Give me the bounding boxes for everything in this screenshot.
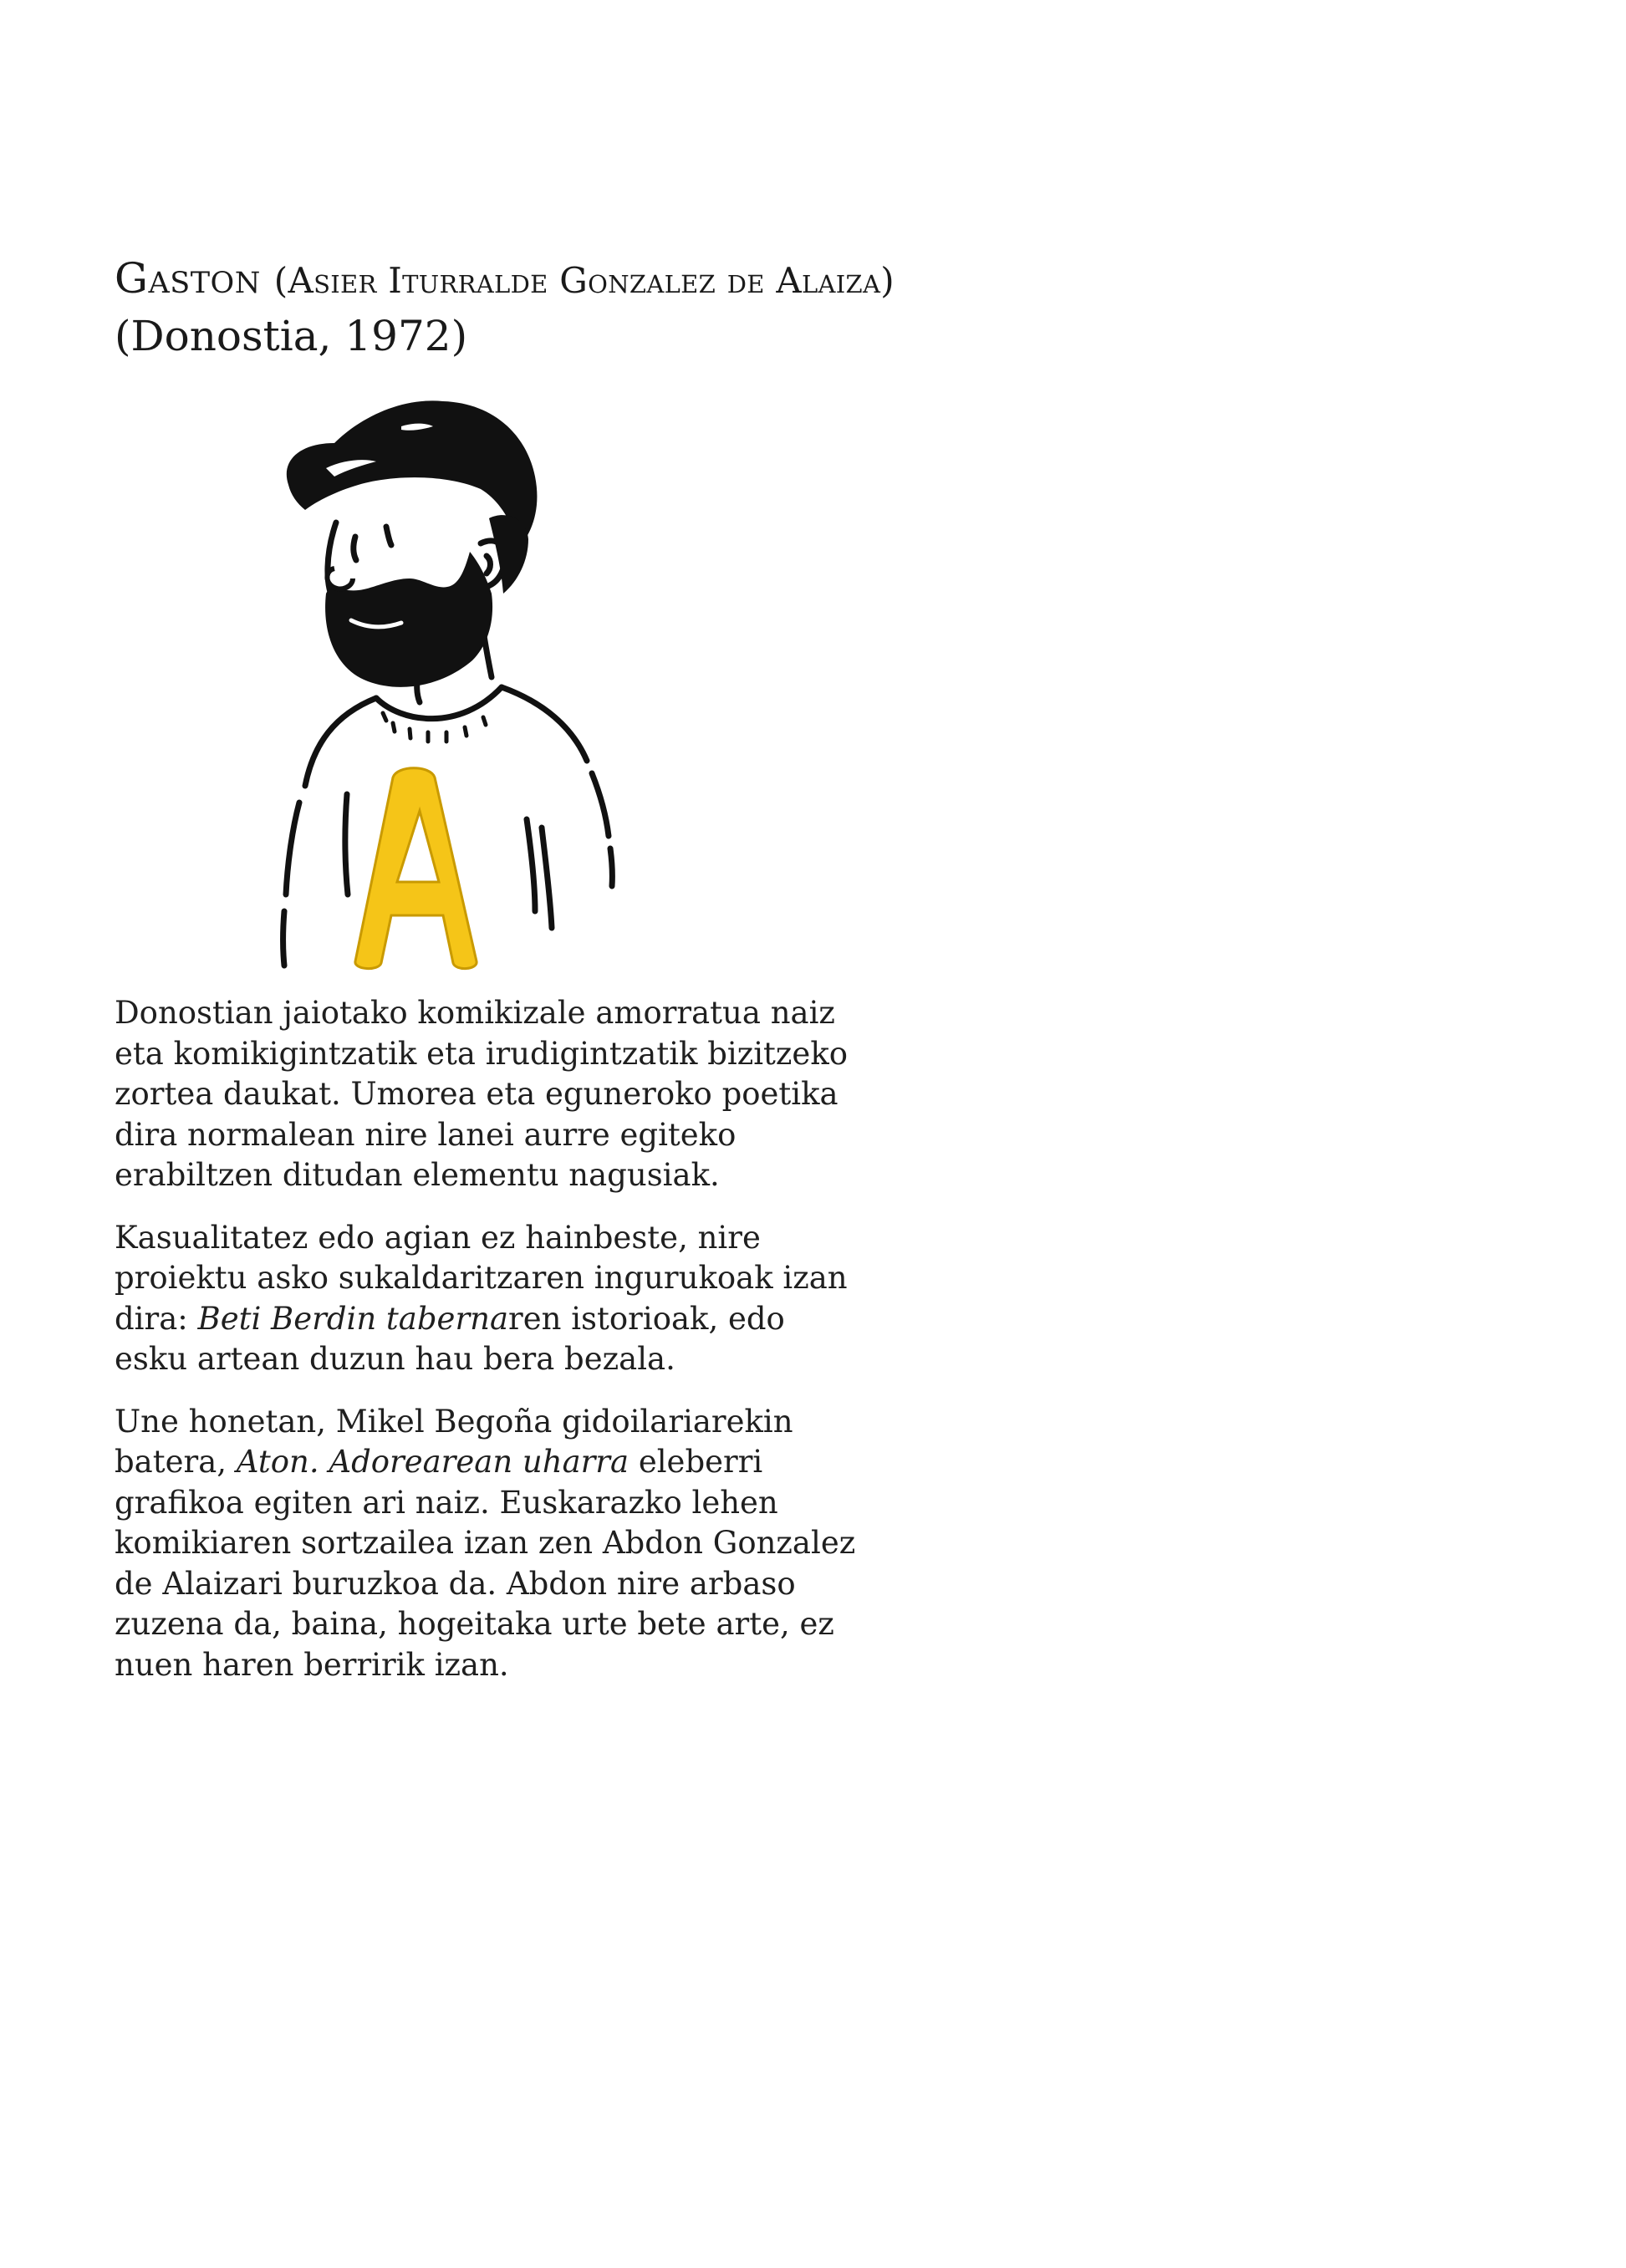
bio-paragraph-3: Une honetan, Mikel Begoña gidoilariarekin batera, Aton. Adorearean uharra eleberri grafikoa egiten ari naiz. Euskarazko lehen komikiaren sortzailea izan zen Abdon Gonzalez de Alaizari buruzkoa da. Abdon nire arbaso zuzena da, baina, hogeitaka urte bete arte, ez nuen haren berririk izan. xyxy=(115,1403,856,1683)
bio-paragraph-2: Kasualitatez edo agian ez hainbeste, nire proiektu asko sukaldaritzaren ingurukoak izan dira: Beti Berdin tabernaren istorioak, edo esku artean duzun hau bera bezala. xyxy=(115,1219,848,1377)
author-origin: (Donostia, 1972) xyxy=(115,312,468,360)
author-pen-name: Gaston xyxy=(115,254,261,303)
shirt-letter xyxy=(276,978,277,979)
bio-paragraph-1: Donostian jaiotako komikizale amorratua naiz eta komikigintzatik eta irudigintzatik bizitzeko zortea daukat. Umorea eta eguneroko poetika dira normalean nire lanei aurre egiteko erabiltzen ditudan elementu nagusiak. xyxy=(115,995,849,1193)
bio-work-title-aton: Aton. Adorearean uharra xyxy=(236,1444,630,1480)
biography-text xyxy=(115,993,867,1707)
author-full-name: (Asier Iturralde Gonzalez de Alaiza) xyxy=(273,260,895,301)
author-header xyxy=(115,251,1034,364)
author-name-line xyxy=(115,251,1034,308)
bio-work-title-beti-berdin: Beti Berdin taberna xyxy=(197,1300,509,1337)
author-portrait xyxy=(276,393,694,978)
bearded-man-cap-illustration-icon xyxy=(276,393,694,978)
